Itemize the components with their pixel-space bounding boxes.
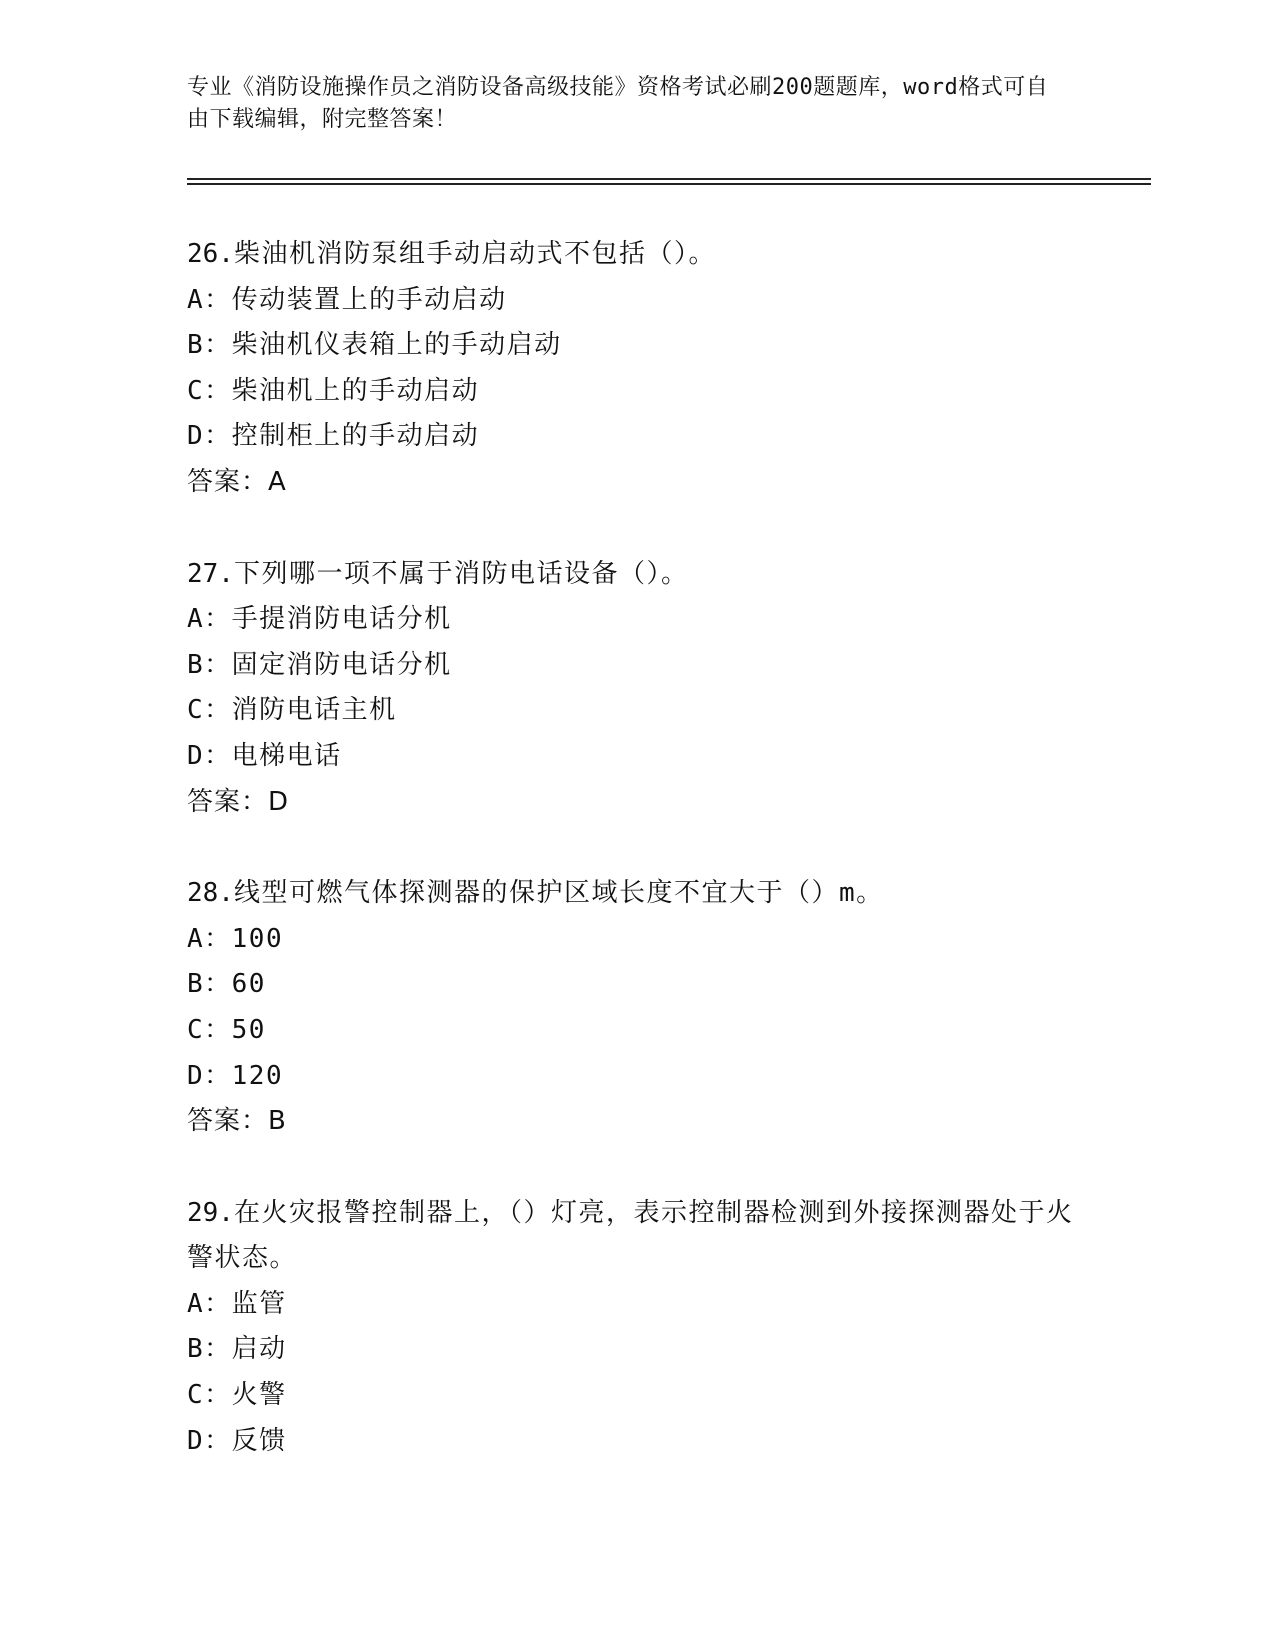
question-number: 27. xyxy=(187,558,234,589)
question-number: 26. xyxy=(187,239,234,269)
option-c: C：消防电话主机 xyxy=(187,695,397,726)
answer-line: 答案：D xyxy=(187,786,290,817)
question-stem xyxy=(187,871,1087,917)
header-note: 专业《消防设施操作员之消防设备高级技能》资格考试必刷200题题库，word格式可自由下载编辑，附完整答案！ xyxy=(187,75,1049,132)
question-text: 下列哪一项不属于消防电话设备（）。 xyxy=(233,558,689,589)
option-b: B：启动 xyxy=(187,1334,287,1365)
question-27 xyxy=(187,552,1087,826)
option-c: C：火警 xyxy=(187,1380,287,1411)
option-c: C：柴油机上的手动启动 xyxy=(187,375,480,406)
question-text: 柴油机消防泵组手动启动式不包括（）。 xyxy=(233,239,716,269)
question-text: 线型可燃气体探测器的保护区域长度不宜大于（）m。 xyxy=(233,878,884,909)
question-stem xyxy=(187,232,1087,278)
option-b: B：60 xyxy=(187,969,266,1000)
question-stem xyxy=(187,552,1087,598)
answer-line: 答案：A xyxy=(187,466,287,497)
option-b: B：柴油机仪表箱上的手动启动 xyxy=(187,330,562,361)
question-29 xyxy=(187,1191,1087,1465)
question-26 xyxy=(187,232,1087,506)
option-a: A：手提消防电话分机 xyxy=(187,604,452,635)
option-a: A：传动装置上的手动启动 xyxy=(187,284,507,315)
header-divider-bottom xyxy=(187,183,1151,185)
option-d: D：控制柜上的手动启动 xyxy=(187,421,480,452)
question-stem xyxy=(187,1191,1087,1282)
option-c: C：50 xyxy=(187,1014,266,1045)
question-number: 28. xyxy=(187,878,234,909)
header-divider-top xyxy=(187,178,1151,180)
question-number: 29. xyxy=(187,1197,234,1228)
option-a: A：监管 xyxy=(187,1288,287,1319)
option-d: D：反馈 xyxy=(187,1425,287,1456)
question-list xyxy=(187,232,1087,1510)
question-text: 在火灾报警控制器上，（）灯亮，表示控制器检测到外接探测器处于火警状态。 xyxy=(187,1197,1074,1274)
answer-line: 答案：B xyxy=(187,1106,287,1137)
option-b: B：固定消防电话分机 xyxy=(187,649,452,680)
option-a: A：100 xyxy=(187,923,284,954)
option-d: D：电梯电话 xyxy=(187,740,342,771)
question-28 xyxy=(187,871,1087,1145)
option-d: D：120 xyxy=(187,1060,284,1091)
